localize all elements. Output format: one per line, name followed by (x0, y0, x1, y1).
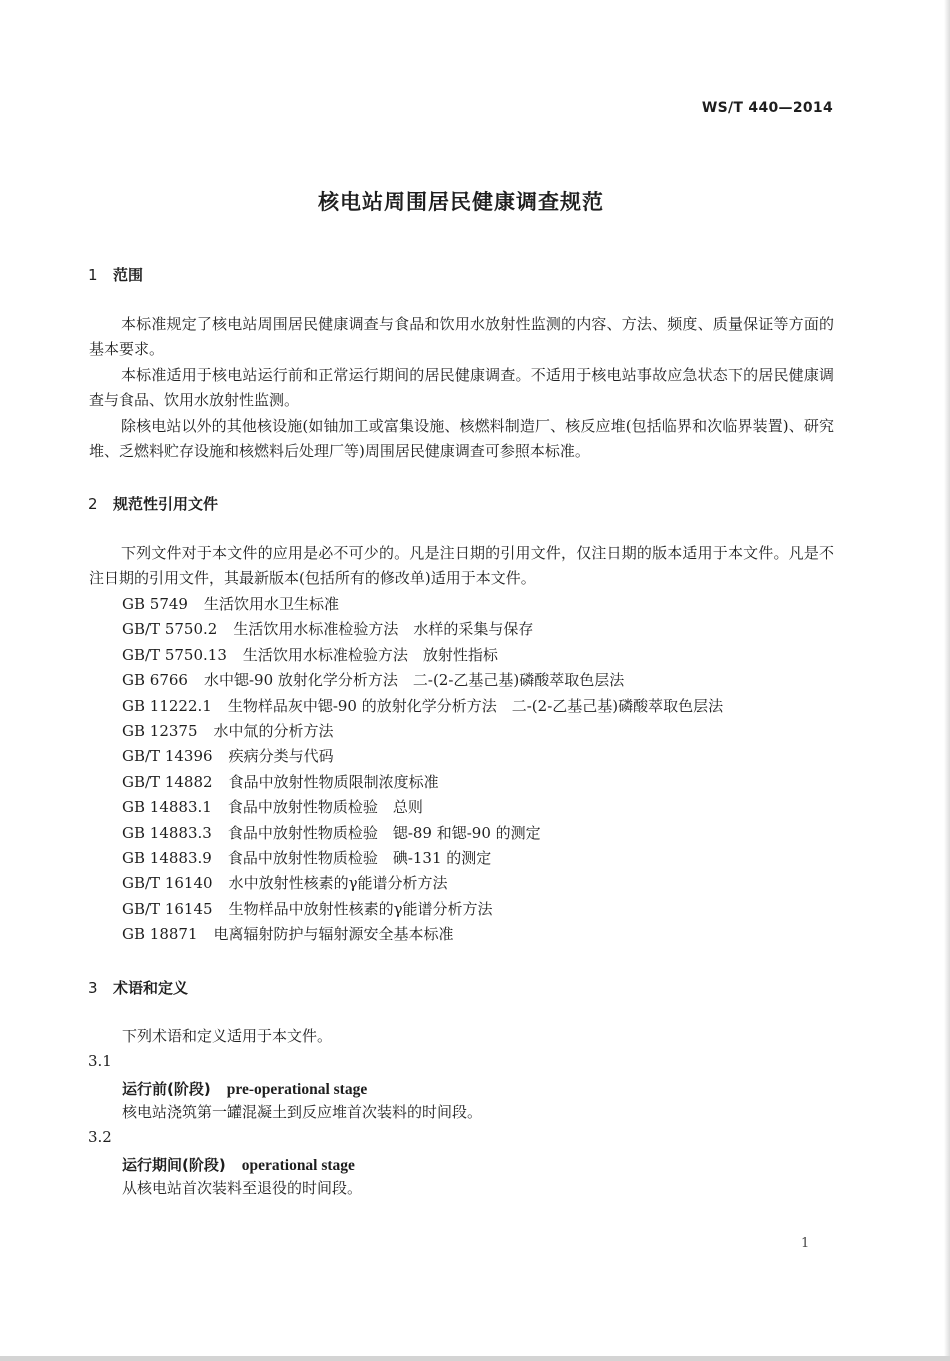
reference-code: GB 18871 (122, 925, 198, 944)
reference-title: 水中氚的分析方法 (213, 721, 334, 740)
reference-item (122, 922, 723, 947)
reference-title: 生活饮用水标准检验方法 水样的采集与保存 (233, 620, 534, 639)
reference-list (122, 592, 723, 947)
reference-code: GB 11222.1 (122, 696, 212, 715)
section-1-heading (88, 264, 143, 285)
document-title: 核电站周围居民健康调查规范 (318, 190, 604, 214)
reference-title: 食品中放射性物质限制浓度标准 (228, 772, 439, 791)
reference-title: 生活饮用水卫生标准 (203, 595, 339, 613)
reference-item (122, 871, 723, 896)
scan-edge-right (944, 0, 950, 1361)
reference-item (122, 744, 723, 769)
term-entry (122, 1078, 367, 1099)
term-chinese: 运行期间(阶段) (122, 1156, 226, 1174)
reference-item (122, 897, 723, 922)
reference-code: GB 14883.1 (122, 798, 212, 817)
reference-title: 电离辐射防护与辐射源安全基本标准 (213, 925, 454, 944)
reference-title: 水中放射性核素的γ能谱分析方法 (228, 874, 448, 893)
reference-title: 食品中放射性物质检验 总则 (227, 798, 423, 817)
reference-title: 食品中放射性物质检验 锶-89 和锶-90 的测定 (227, 823, 541, 842)
reference-code: GB/T 5750.2 (122, 620, 218, 639)
section-number: 2 (88, 495, 98, 513)
scope-paragraph-1: 本标准规定了核电站周围居民健康调查与食品和饮用水放射性监测的内容、方法、频度、质量保证等方面的基本要求。 (89, 315, 834, 358)
term-english: pre-operational stage (226, 1081, 368, 1098)
reference-item (122, 643, 723, 668)
reference-title: 生物样品中放射性核素的γ能谱分析方法 (228, 899, 493, 918)
standard-code: WS/T 440—2014 (701, 100, 833, 116)
term-number: 3.2 (88, 1128, 112, 1146)
section-number: 3 (88, 979, 98, 997)
term-english: operational stage (241, 1157, 355, 1174)
reference-title: 食品中放射性物质检验 碘-131 的测定 (227, 848, 492, 867)
reference-code: GB/T 14882 (122, 772, 213, 791)
section-title: 规范性引用文件 (113, 495, 219, 513)
reference-code: GB/T 14396 (122, 747, 213, 766)
term-definition: 核电站浇筑第一罐混凝土到反应堆首次装料的时间段。 (122, 1103, 483, 1121)
reference-item (122, 694, 723, 719)
section-3-heading (88, 977, 188, 998)
reference-code: GB 5749 (122, 595, 188, 613)
reference-code: GB 6766 (122, 671, 188, 690)
scope-paragraph-2: 本标准适用于核电站运行前和正常运行期间的居民健康调查。不适用于核电站事故应急状态下的居民健康调查与食品、饮用水放射性监测。 (89, 366, 834, 409)
term-number: 3.1 (88, 1052, 112, 1070)
reference-code: GB/T 5750.13 (122, 645, 227, 664)
section-title: 术语和定义 (113, 979, 189, 997)
reference-item (122, 592, 723, 617)
reference-code: GB 12375 (122, 721, 198, 740)
reference-title: 疾病分类与代码 (228, 747, 334, 766)
section-2-heading (88, 493, 218, 514)
reference-code: GB/T 16140 (122, 874, 213, 893)
reference-item (122, 821, 723, 846)
reference-title: 水中锶-90 放射化学分析方法 二-(2-乙基己基)磷酸萃取色层法 (203, 671, 625, 690)
term-definition: 从核电站首次装料至退役的时间段。 (122, 1179, 363, 1197)
reference-item (122, 719, 723, 744)
reference-code: GB 14883.3 (122, 823, 212, 842)
reference-item (122, 617, 723, 642)
reference-code: GB/T 16145 (122, 899, 213, 918)
section-title: 范围 (113, 266, 144, 284)
reference-item (122, 770, 723, 795)
reference-item (122, 668, 723, 693)
scan-edge-bottom (0, 1356, 950, 1361)
term-chinese: 运行前(阶段) (122, 1080, 211, 1098)
scope-paragraph-3: 除核电站以外的其他核设施(如铀加工或富集设施、核燃料制造厂、核反应堆(包括临界和次临界装置)、研究堆、乏燃料贮存设施和核燃料后处理厂等)周围居民健康调查可参照本标准。 (89, 417, 834, 460)
terms-intro: 下列术语和定义适用于本文件。 (122, 1027, 333, 1045)
page-number: 1 (801, 1236, 810, 1251)
reference-title: 生活饮用水标准检验方法 放射性指标 (242, 645, 498, 664)
reference-item (122, 795, 723, 820)
term-entry (122, 1154, 355, 1175)
section-number: 1 (88, 266, 98, 284)
reference-title: 生物样品灰中锶-90 的放射化学分析方法 二-(2-乙基己基)磷酸萃取色层法 (227, 696, 724, 715)
references-intro: 下列文件对于本文件的应用是必不可少的。凡是注日期的引用文件，仅注日期的版本适用于本文件。凡是不注日期的引用文件，其最新版本(包括所有的修改单)适用于本文件。 (89, 544, 834, 587)
reference-item (122, 846, 723, 871)
reference-code: GB 14883.9 (122, 848, 212, 867)
